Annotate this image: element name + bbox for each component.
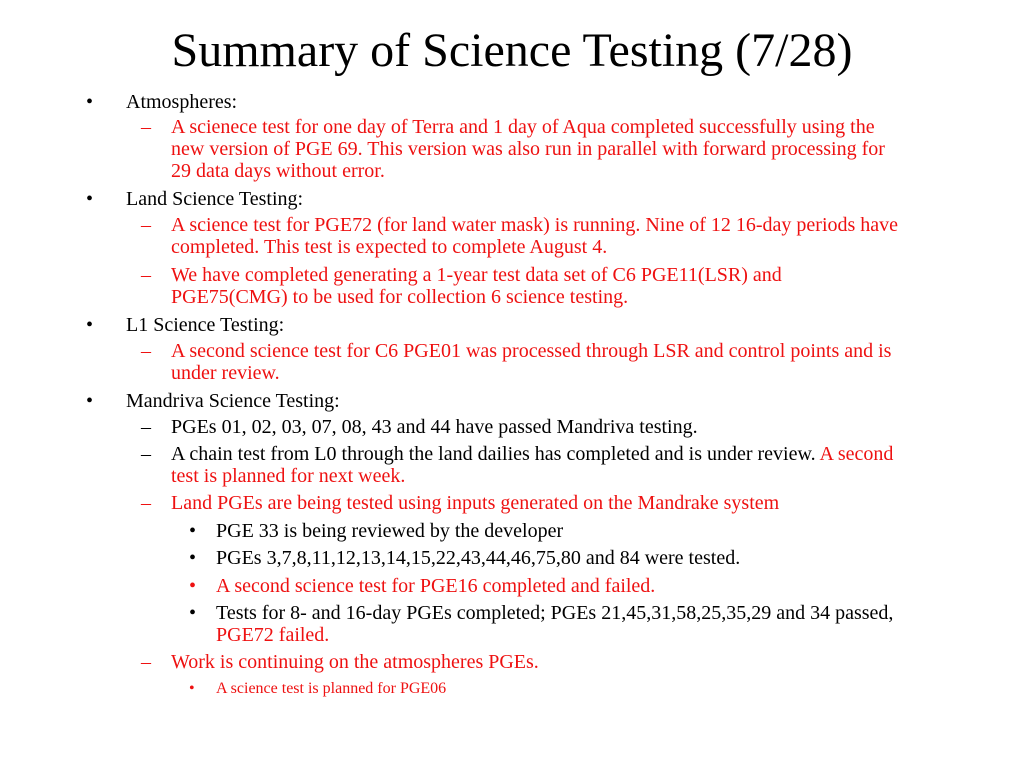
bullet-marker: • bbox=[189, 680, 195, 697]
sub-sub-item-pges-tested bbox=[189, 547, 926, 569]
sub-sub-item-text: PGE 33 is being reviewed by the developer bbox=[216, 520, 564, 542]
sub-item-land-pges-mandrake bbox=[141, 492, 901, 514]
sub-item-text: A chain test from L0 through the land dailies has completed and is under review. bbox=[171, 443, 820, 465]
sub-item-text: PGEs 01, 02, 03, 07, 08, 43 and 44 have passed Mandriva testing. bbox=[171, 416, 698, 438]
sub-item-text: We have completed generating a 1-year test data set of C6 PGE11(LSR) and PGE75(CMG) to be used for collection 6 science testing. bbox=[171, 264, 782, 308]
slide-title: Summary of Science Testing (7/28) bbox=[171, 24, 853, 77]
sub-item-text: A science test for PGE72 (for land water mask) is running. Nine of 12 16-day periods have completed. This test is expected to complete August 4. bbox=[171, 214, 899, 258]
sub-item-chain-test bbox=[141, 443, 901, 487]
sub-item-pge01-test bbox=[141, 340, 901, 384]
sub-item-atmospheres-pges bbox=[141, 651, 901, 673]
sub-item-text: Work is continuing on the atmospheres PGEs. bbox=[171, 651, 539, 673]
sub-sub-item-pge33 bbox=[189, 520, 926, 542]
bullet-marker: • bbox=[86, 314, 94, 336]
sub-item-mandriva-passed bbox=[141, 416, 901, 438]
sub-item-text: Land PGEs are being tested using inputs generated on the Mandrake system bbox=[171, 492, 780, 514]
bullet-marker: • bbox=[189, 520, 197, 542]
sub-sub-item-pge06 bbox=[189, 679, 926, 699]
dash-marker: – bbox=[141, 340, 151, 362]
bullet-marker: • bbox=[86, 390, 94, 412]
dash-marker: – bbox=[141, 492, 151, 514]
sub-item-text: A second science test for C6 PGE01 was processed through LSR and control points and is under review. bbox=[171, 340, 892, 384]
dash-marker: – bbox=[141, 116, 151, 138]
bullet-text: Mandriva Science Testing: bbox=[126, 390, 340, 412]
sub-item-pge72-test bbox=[141, 214, 901, 258]
dash-marker: – bbox=[141, 651, 151, 673]
sub-sub-item-text: A second science test for PGE16 completed and failed. bbox=[216, 575, 656, 597]
sub-sub-item-text: PGEs 3,7,8,11,12,13,14,15,22,43,44,46,75,80 and 84 were tested. bbox=[216, 547, 741, 569]
sub-sub-item-pge16-failed bbox=[189, 575, 926, 597]
bullet-marker: • bbox=[86, 188, 94, 210]
sub-item-atmospheres-test bbox=[141, 116, 901, 182]
bullet-marker: • bbox=[189, 602, 197, 624]
bullet-text: Land Science Testing: bbox=[126, 188, 304, 210]
bullet-text: L1 Science Testing: bbox=[126, 314, 285, 336]
sub-sub-item-text: A science test is planned for PGE06 bbox=[216, 680, 447, 697]
bullet-marker: • bbox=[189, 547, 197, 569]
sub-item-text: A scienece test for one day of Terra and 1 day of Aqua completed successfully using the new version of PGE 69. This version was also run in parallel with forward processing for 29 data days without error. bbox=[171, 116, 885, 182]
dash-marker: – bbox=[141, 214, 151, 236]
sub-item-highlight-text: A second test is planned for next week. bbox=[171, 443, 894, 487]
dash-marker: – bbox=[141, 416, 151, 438]
sub-sub-item-highlight-text: PGE72 failed. bbox=[216, 624, 330, 646]
sub-sub-item-text: Tests for 8- and 16-day PGEs completed; PGEs 21,45,31,58,25,35,29 and 34 passed, bbox=[216, 602, 894, 624]
bullet-marker: • bbox=[189, 575, 197, 597]
bullet-land-science bbox=[86, 188, 926, 210]
sub-item-test-dataset bbox=[141, 264, 901, 308]
bullet-marker: • bbox=[86, 91, 94, 113]
bullet-text: Atmospheres: bbox=[126, 91, 238, 113]
dash-marker: – bbox=[141, 264, 151, 286]
sub-sub-item-8-16-day-pges bbox=[189, 602, 926, 646]
bullet-atmospheres bbox=[86, 91, 926, 113]
dash-marker: – bbox=[141, 443, 151, 465]
bullet-mandriva-science bbox=[86, 390, 926, 412]
bullet-l1-science bbox=[86, 314, 926, 336]
